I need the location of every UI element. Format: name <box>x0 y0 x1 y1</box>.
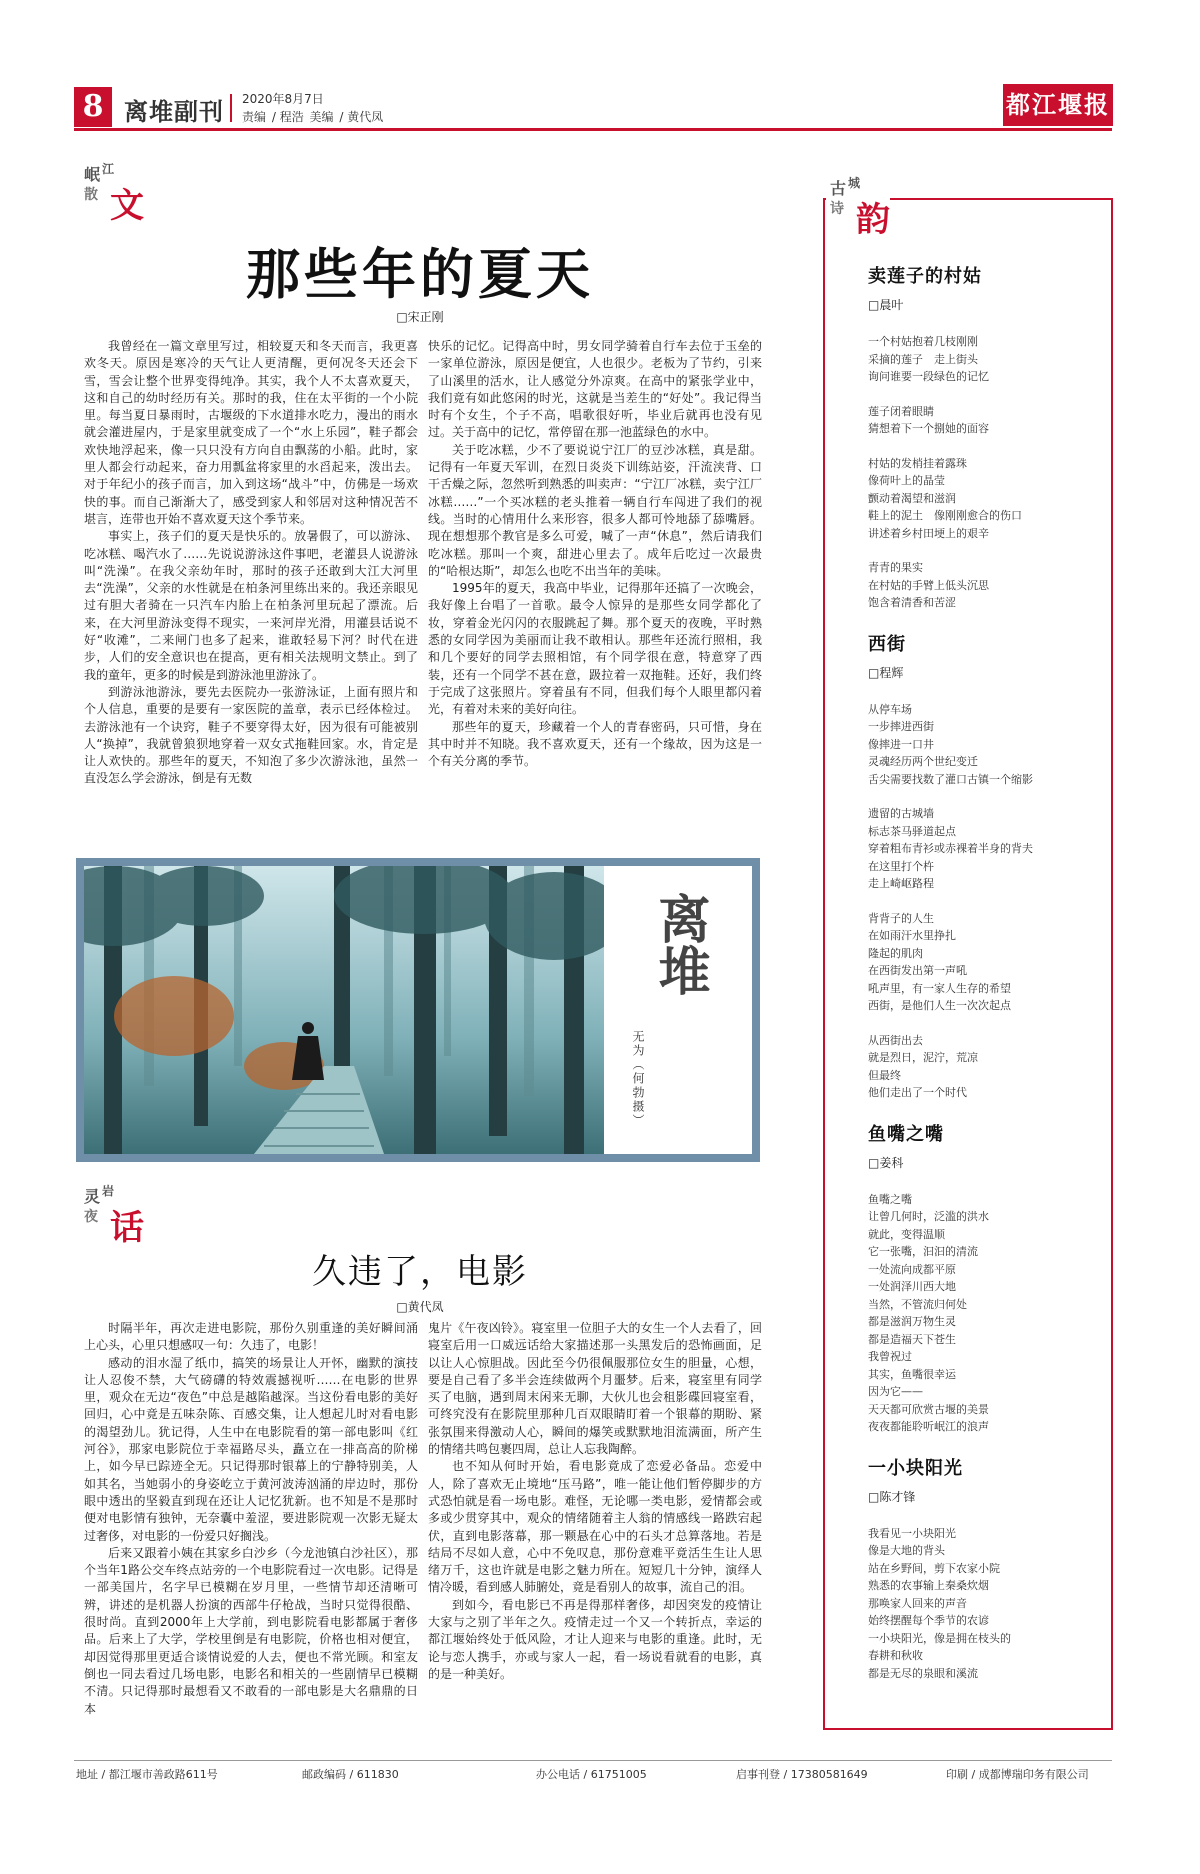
article-column-1 <box>84 1320 418 1718</box>
poem-line: 其实，鱼嘴很幸运 <box>868 1367 956 1381</box>
badge-char: 岩 <box>102 1184 115 1198</box>
poem-stanza <box>868 1032 1104 1102</box>
poem-line: 在这里打个杵 <box>868 859 934 873</box>
section-badge-prose <box>80 158 144 226</box>
footer-printer: 印刷 / 成都博瑞印务有限公司 <box>946 1768 1089 1781</box>
poem <box>868 1120 1104 1436</box>
footer-notice-phone: 启事刊登 / 17380581649 <box>736 1768 868 1781</box>
poem-line: 夜夜都能聆听岷江的浪声 <box>868 1420 989 1433</box>
poem-line: 就此，变得温顺 <box>868 1227 945 1241</box>
poem-line: 青青的果实 <box>868 561 923 574</box>
poem-title: 卖莲子的村姑 <box>868 266 982 287</box>
poem-line: 它一张嘴，汩汩的清流 <box>868 1245 978 1258</box>
poem-line: 走上崎岖路程 <box>868 877 934 890</box>
poem-stanza <box>868 1191 1104 1436</box>
poem-line: 当然，不管流归何处 <box>868 1297 967 1311</box>
poem-line: 像荷叶上的晶莹 <box>868 474 945 487</box>
section-name: 离堆副刊 <box>124 98 224 126</box>
poem-line: 我曾祝过 <box>868 1350 912 1363</box>
footer-office-phone: 办公电话 / 61751005 <box>536 1768 647 1781</box>
poem-line: 饱含着清香和苦涩 <box>868 596 956 609</box>
article-byline: □黄代凤 <box>396 1300 444 1314</box>
caption-calligraphy: 离堆 <box>649 892 710 996</box>
paragraph: 到游泳池游泳，要先去医院办一张游泳证，上面有照片和个人信息，重要的是要有一家医院的盖章，表示已经体检过。去游泳池有一个诀窍，鞋子不要穿得太好，因为很有可能被别人“换掉”，我就曾狼狈地穿着一双女式拖鞋回家。水，肯定是让人欢快的。那些年的夏天，不知泡了多少次游泳池，虽然一直没怎么学会游泳，倒是有无数 <box>84 684 418 786</box>
badge-char: 散 <box>84 187 98 203</box>
poem-line: 灵魂经历两个世纪变迁 <box>868 755 978 768</box>
poem-line: 遗留的古城墙 <box>868 807 934 820</box>
poem-stanza <box>868 805 1104 893</box>
poem-line: 始终摆醒每个季节的农谚 <box>868 1614 989 1627</box>
badge-char: 古 <box>830 179 847 198</box>
poem-stanza <box>868 403 1104 438</box>
paragraph: 事实上，孩子们的夏天是快乐的。放暑假了，可以游泳、吃冰糕、喝汽水了……先说说游泳这件事吧，老灌县人说游泳叫“洗澡”。在我父亲幼年时，那时的孩子还敢到大江大河里去“洗澡”，父亲的水性就是在柏条河里练出来的。我还亲眼见过有胆大者骑在一只汽车内胎上在柏条河里玩起了漂流。后来，在大河里游泳变得不现实，一来河岸光滑，用灌县话说不好“收滩”，二来闸门也多了起来，谁敢轻易下河？时代在进步，人们的安全意识也在提高，更有相关法规明文禁止。到了我的童年，更多的时候是到游泳池里游泳了。 <box>84 529 418 682</box>
poem-line: 春耕和秋收 <box>868 1649 923 1662</box>
poem-line: 但最终 <box>868 1068 901 1082</box>
poem-line: 隆起的肌肉 <box>868 946 923 960</box>
poem-line: 在如雨汗水里挣扎 <box>868 929 956 942</box>
poem-line: 村姑的发梢挂着露珠 <box>868 456 967 470</box>
poem-line: 舌尖需要找数了灌口古镇一个缩影 <box>868 772 1033 786</box>
credit-label: 美编 <box>309 110 334 124</box>
article-title: 久违了，电影 <box>312 1252 528 1292</box>
poem-line: 就是烈日，泥泞，荒凉 <box>868 1051 978 1064</box>
poem-line: 都是无尽的泉眼和溪流 <box>868 1666 978 1680</box>
poem-line: 鱼嘴之嘴 <box>868 1192 912 1206</box>
poem-stanza <box>868 333 1104 386</box>
paragraph: 后来又跟着小姨在其家乡白沙乡（今龙池镇白沙社区），那个当年1路公交车终点站旁的一个电影院看过一次电影。记得是一部美国片，名字早已模糊在岁月里，一些情节却还清晰可辨，讲述的是机器人扮演的西部牛仔枪战，当时只觉得很酷、很时尚。直到2000年上大学前，到电影院看电影都属于奢侈品。后来上了大学，学校里倒是有电影院，价格也相对便宜，却因觉得那里更适合谈情说爱的人去，便也不常光顾。和室友倒也一同去看过几场电影，电影名和相关的一些剧情早已模糊不清。只记得那时最想看又不敢看的一部电影是大名鼎鼎的日本 <box>84 1545 418 1716</box>
poem-line: 像是大地的背头 <box>868 1544 945 1557</box>
poem-line: 询问谁要一段绿色的记忆 <box>868 370 989 383</box>
poem-line: 猜想着下一个捌她的面容 <box>868 422 989 435</box>
poem-line: 背背子的人生 <box>868 911 934 925</box>
paragraph: 那些年的夏天，珍藏着一个人的青春密码，只可惜，身在其中时并不知晓。我不喜欢夏天，还有一个缘故，因为这是一个有关分离的季节。 <box>428 719 762 769</box>
badge-char: 韵 <box>856 200 890 240</box>
section-badge-poetry <box>826 172 890 240</box>
badge-char: 江 <box>102 162 115 176</box>
poem-line: 他们走出了一个时代 <box>868 1086 967 1099</box>
footer-divider <box>74 1760 1112 1761</box>
poem-line: 在西街发出第一声吼 <box>868 964 967 977</box>
poem-line: 鞋上的泥土 像刚刚愈合的伤口 <box>868 509 1022 522</box>
poem-line: 吼声里，有一家人生存的希望 <box>868 981 1011 995</box>
caption-credit: 无为（何勃摄） <box>631 1030 645 1128</box>
poem-title: 鱼嘴之嘴 <box>868 1123 944 1145</box>
poem-line: 让曾几何时，泛滥的洪水 <box>868 1210 989 1223</box>
poem-line: 那唤家人回来的声音 <box>868 1596 967 1610</box>
page-number: 8 <box>74 87 112 127</box>
poem-stanza <box>868 910 1104 1015</box>
poem-list <box>868 262 1104 1700</box>
paragraph: 鬼片《午夜凶铃》。寝室里一位胆子大的女生一个人去看了，回寝室后用一口威远话给大家描述那一头黑发后的恐怖画面，足以让人心惊胆战。因此至今仍很佩服那位女生的胆量，心想，要是自己看了多半会连续做两个月噩梦。后来，寝室里有同学买了电脑，遇到周末闲来无聊，大伙儿也会租影碟回寝室看，可终究没有在影院里那种几百双眼睛盯着一个银幕的期盼、紧张氛围来得激动人心，瞬间的爆笑或默默地泪流满面，所产生的情绪共鸣包裹四周，总让人忘我陶醉。 <box>428 1321 762 1457</box>
credit-name: 黄代凤 <box>347 110 384 124</box>
poem-line: 西街，是他们人生一次次起点 <box>868 999 1011 1012</box>
article-title: 那些年的夏天 <box>246 242 594 306</box>
poem-line: 讲述着乡村田埂上的艰辛 <box>868 526 989 540</box>
section-badge-talk <box>80 1180 144 1248</box>
badge-char: 岷 <box>84 165 101 184</box>
poem-author: □程辉 <box>868 665 904 680</box>
poem-line: 因为它—— <box>868 1385 923 1398</box>
poem-line: 天天都可欣赏古堰的美景 <box>868 1402 989 1416</box>
credit-label: 责编 <box>242 110 267 124</box>
poem-line: 站在乡野间，剪下农家小院 <box>868 1561 1000 1575</box>
poem <box>868 262 1104 612</box>
poem-line: 在村姑的手臂上低头沉思 <box>868 578 989 592</box>
paragraph: 快乐的记忆。记得高中时，男女同学骑着自行车去位于玉垒的一家单位游泳，原因是便宜，人也很少。老板为了节约，引来了山溪里的活水，让人感觉分外凉爽。在高中的紧张学业中，我们竟有如此悠闲的时光，这就是当差生的“好处”。我记得当时有个女生，个子不高，唱歌很好听，毕业后就再也没有见过。关于高中的记忆，常停留在那一池蓝绿色的水中。 <box>428 339 762 440</box>
poem-line: 像摔进一口井 <box>868 737 934 751</box>
publication-date: 2020年8月7日 <box>242 92 324 106</box>
paragraph: 感动的泪水湿了纸巾，搞笑的场景让人开怀，幽默的演技让人忍俊不禁，大气磅礴的特效震撼视听……在电影的世界里，观众在无边“夜色”中总是越陷越深。当这份看电影的美好回归，心中竟是五味杂陈、百感交集，让人想起儿时对看电影的渴望劲儿。犹记得，人生中在电影院看的第一部电影叫《红河谷》，那家电影院位于幸福路尽头，矗立在一排高高的阶梯上，如今早已踪迹全无。只记得那时银幕上的宁静特别美，人如其名，当她弱小的身姿屹立于黄河波涛汹涌的岸边时，那份眼中透出的坚毅直到现在还让人记忆犹新。也不知是不是那时便对电影情有独钟，无奈囊中羞涩，要进影院观一次影无疑太过奢侈，对电影的一份爱只好搁浅。 <box>84 1355 418 1543</box>
poem <box>868 630 1104 1102</box>
badge-char: 城 <box>848 176 861 190</box>
article-byline: □宋正刚 <box>396 310 444 324</box>
poem-line: 都是造福天下苍生 <box>868 1332 956 1346</box>
poem-stanza <box>868 559 1104 612</box>
paragraph: 也不知从何时开始，看电影竟成了恋爱必备品。恋爱中人，除了喜欢无止境地“压马路”，唯一能让他们暂停脚步的方式恐怕就是看一场电影。难怪，无论哪一类电影，爱情都会或多或少贯穿其中，观众的情绪随着主人翁的情感线一路跌宕起伏，直到电影落幕，那一颗悬在心中的石头才总算落地。若是结局不尽如人意，心中不免叹息，那份意难平竟活生生让人思绪万千，这也许就是电影之魅力所在。短短几十分钟，演绎人情冷暖，看到感人肺腑处，竟是看别人的故事，流自己的泪。 <box>428 1459 762 1595</box>
badge-char: 灵 <box>84 1187 101 1206</box>
poem-line: 标志茶马驿道起点 <box>868 824 956 838</box>
poem-line: 颤动着渴望和滋润 <box>868 491 956 505</box>
footer-postcode: 邮政编码 / 611830 <box>302 1768 399 1781</box>
badge-char: 诗 <box>830 201 844 217</box>
article-column-2 <box>428 1320 762 1683</box>
masthead-divider <box>230 94 232 122</box>
poem-line: 一步摔进西街 <box>868 720 934 733</box>
poem-line: 我看见一小块阳光 <box>868 1526 956 1540</box>
editor-credits: 责编 / 程浩 美编 / 黄代凤 <box>242 110 384 124</box>
badge-char: 文 <box>110 186 144 226</box>
poem-line: 都是滋润万物生灵 <box>868 1315 956 1328</box>
poem-line: 莲子闭着眼睛 <box>868 404 934 418</box>
badge-char: 夜 <box>84 1209 98 1225</box>
poem-line: 穿着粗布青衫或赤裸着半身的背夫 <box>868 842 1033 855</box>
poem-line: 一处流向成都平原 <box>868 1262 956 1276</box>
paragraph: 1995年的夏天，我高中毕业，记得那年还搞了一次晚会，我好像上台唱了一首歌。最令人惊异的是那些女同学都化了妆，穿着金光闪闪的衣服跳起了舞。那个夏天的夜晚，平时熟悉的女同学因为美丽而让我不敢相认。那些年还流行照相，我和几个要好的同学去照相馆，有个同学很在意，特意穿了西装，还有一个同学不甚在意，趿拉着一双拖鞋。还好，我们终于完成了这张照片。穿着虽有不同，但我们每个人眼里都闪着光，有着对未来的美好向往。 <box>428 581 762 717</box>
poem-stanza <box>868 455 1104 543</box>
poem <box>868 1454 1104 1683</box>
paragraph: 关于吃冰糕，少不了要说说宁江厂的豆沙冰糕，真是甜。记得有一年夏天军训，在烈日炎炎下训练站姿，汗流浃背、口干舌燥之际，忽然听到熟悉的叫卖声：“宁江厂冰糕，卖宁江厂冰糕……”一个买冰糕的老头推着一辆自行车闯进了我们的视线。当时的心情用什么来形容，很多人都可怜地舔了舔嘴唇。现在想想那个教官是多么可爱，喊了一声“休息”，然后请我们吃冰糕。那叫一个爽，甜进心里去了。成年后吃过一次最贵的“哈根达斯”，却怎么也吃不出当年的美味。 <box>428 442 762 578</box>
paragraph: 我曾经在一篇文章里写过，相较夏天和冬天而言，我更喜欢冬天。原因是寒冷的天气让人更清醒，更何况冬天还会下雪，雪会让整个世界变得纯净。其实，我个人不太喜欢夏天，这和自己的幼时经历有关。那时的我，住在太平街的一个小院里。每当夏日暴雨时，古堰级的下水道排水吃力，漫出的雨水就会灌进屋内，于是家里就变成了一个“水上乐园”，鞋子都会欢快地浮起来，像一只只没有方向自由飘荡的小船。此时，家里人都会行动起来，奋力用瓢盆将家里的水舀起来，泼出去。对于年纪小的孩子而言，加入到这场“战斗”中，仿佛是一场欢快的事。而自己渐渐大了，感受到家人和邻居对这种情况苦不堪言，连带也开始不喜欢夏天这个季节来。 <box>84 339 418 526</box>
poem-title: 西街 <box>868 633 906 655</box>
poem-line: 熟悉的农事输上秦桑炊烟 <box>868 1579 989 1592</box>
poem-line: 从停车场 <box>868 702 912 716</box>
credit-name: 程浩 <box>279 110 304 124</box>
poem-line: 一个村姑抱着几枝刚刚 <box>868 335 978 348</box>
poem-author: □晨叶 <box>868 298 904 312</box>
poem-author: □陈才锋 <box>868 1489 916 1504</box>
poem-line: 从西街出去 <box>868 1033 923 1047</box>
poem-stanza <box>868 1525 1104 1683</box>
photo-caption <box>630 880 730 1140</box>
footer-address: 地址 / 都江堰市善政路611号 <box>76 1768 218 1781</box>
article-column-1 <box>84 338 418 788</box>
poem-line: 一处润泽川西大地 <box>868 1280 956 1293</box>
poem-line: 采摘的莲子 走上街头 <box>868 352 978 366</box>
poem-line: 一小块阳光，像是拥在枝头的 <box>868 1631 1011 1645</box>
poem-stanza <box>868 701 1104 789</box>
newspaper-logo: 都江堰报 <box>1003 84 1113 126</box>
article-column-2 <box>428 338 762 770</box>
paragraph: 到如今，看电影已不再是得那样奢侈，却因突发的疫情让大家与之别了半年之久。疫情走过一个又一个转折点，幸运的都江堰始终处于低风险，才让人迎来与电影的重逢。此时，无论与恋人携手，亦或与家人一起，看一场说看就看的电影，真的是一种美好。 <box>428 1597 762 1681</box>
paragraph: 时隔半年，再次走进电影院，那份久别重逢的美好瞬间涌上心头，心里只想感叹一句：久违了，电影！ <box>84 1321 418 1353</box>
forest-photo <box>84 866 604 1154</box>
poem-author: □姜科 <box>868 1155 904 1170</box>
badge-char: 话 <box>110 1208 144 1248</box>
poem-title: 一小块阳光 <box>868 1457 963 1479</box>
